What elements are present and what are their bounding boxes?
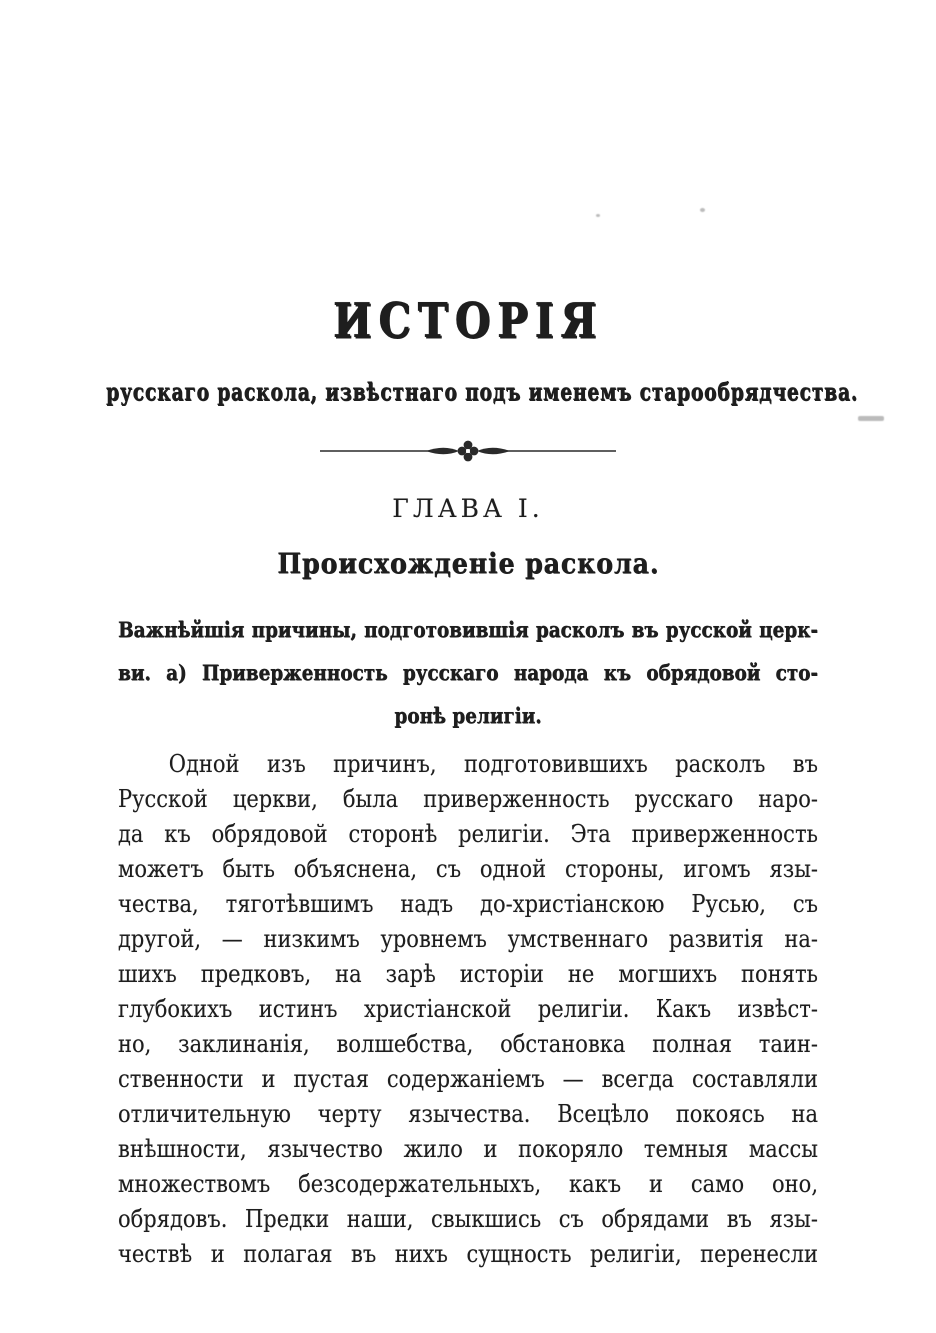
scan-speck [858, 416, 884, 421]
body-text-line: да къ обрядовой сторонѣ религіи. Эта приверженность [118, 820, 818, 848]
body-text-line: Русской церкви, была приверженность русскаго наро- [118, 785, 818, 813]
body-text-line: можетъ быть объяснена, съ одной стороны, игомъ язы- [118, 855, 818, 883]
body-text-line: глубокихъ истинъ христіанской религіи. Какъ извѣст- [118, 995, 818, 1023]
scan-speck [596, 214, 600, 217]
section-heading-text: Происхожденіе раскола. [276, 547, 660, 580]
chapter-heading: ГЛАВА I. [392, 494, 544, 523]
chapter-synopsis [118, 608, 818, 737]
body-text-line: множествомъ безсодержательныхъ, какъ и само оно, [118, 1170, 818, 1198]
body-text-line: чества, тяготѣвшимъ надъ до-христіанскою Русью, съ [118, 890, 818, 918]
ornament-divider [0, 440, 936, 462]
page-title-text: ИСТОРІЯ [332, 293, 604, 349]
synopsis-line: ронѣ религіи. [394, 703, 542, 728]
body-text-line: ственности и пустая содержаніемъ — всегда составляли [118, 1065, 818, 1093]
body-text-line: обрядовъ. Предки наши, свыкшись съ обрядами въ язы- [118, 1205, 818, 1233]
body-text-line: шихъ предковъ, на зарѣ исторіи не могшихъ понять [118, 960, 818, 988]
body-text-line: другой, — низкимъ уровнемъ умственнаго развитія на- [118, 925, 818, 953]
synopsis-line: ви. а) Приверженность русскаго народа къ обрядовой сто- [118, 660, 818, 685]
scan-speck [700, 208, 705, 212]
section-heading [0, 546, 936, 582]
body-paragraph [118, 747, 818, 1272]
page-subtitle [0, 376, 936, 408]
quatrefoil-rule-icon [318, 440, 618, 462]
body-text-line: но, заклинанія, волшебства, обстановка полная таин- [118, 1030, 818, 1058]
synopsis-line: Важнѣйшія причины, подготовившія расколъ въ русской церк- [118, 617, 818, 642]
body-text-line: внѣшности, язычество жило и покоряло темныя массы [118, 1135, 818, 1163]
body-text-line: отличительную черту язычества. Всецѣло покоясь на [118, 1100, 818, 1128]
body-text-line: Одной изъ причинъ, подготовившихъ расколъ въ [168, 750, 818, 778]
page-subtitle-text: русскаго раскола, извѣстнаго подъ именемъ старообрядчества. [106, 377, 859, 406]
body-text-line: чествѣ и полагая въ нихъ сущность религіи, перенесли [118, 1240, 818, 1268]
page-title [0, 0, 936, 350]
